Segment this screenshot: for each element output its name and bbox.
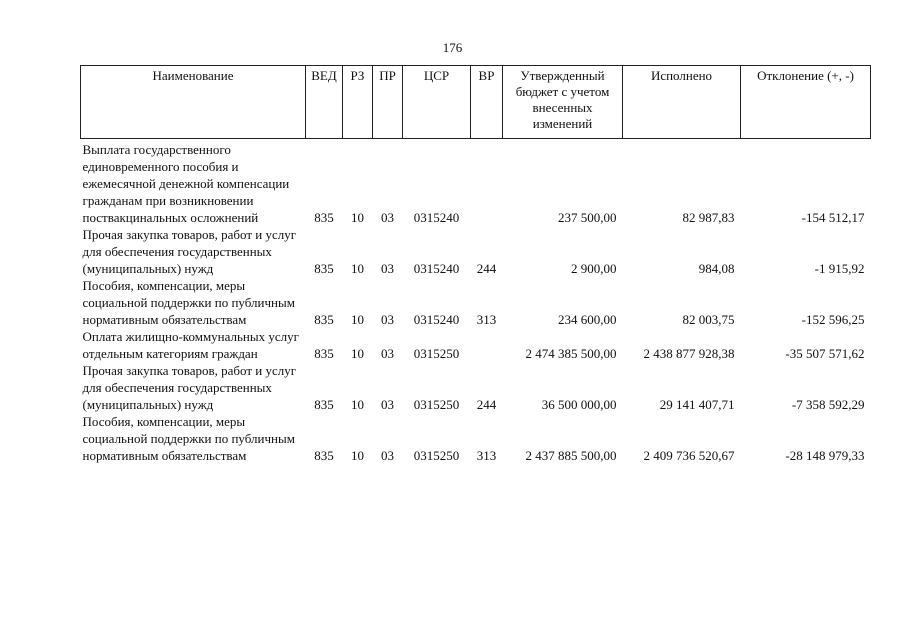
row-diff: -7 358 592,29 (791, 397, 865, 412)
row-vr: 244 (476, 261, 497, 276)
row-done: 82 003,75 (682, 312, 735, 327)
table-header-row (81, 66, 871, 139)
row-done: 2 438 877 928,38 (643, 346, 735, 361)
header-plan: Утвержденный бюджет с учетом внесенных изменений (503, 66, 623, 139)
row-done: 29 141 407,71 (659, 397, 735, 412)
row-plan: 36 500 000,00 (541, 397, 617, 412)
header-rz: РЗ (343, 66, 373, 139)
row-pr: 03 (381, 210, 394, 225)
row-csr: 0315250 (413, 346, 460, 361)
row-ved: 835 (314, 448, 334, 463)
row-rz: 10 (351, 312, 364, 327)
table-row (81, 139, 871, 227)
row-vr (471, 328, 503, 362)
row-diff: -154 512,17 (801, 210, 865, 225)
row-csr: 0315240 (413, 210, 460, 225)
row-pr: 03 (381, 312, 394, 327)
table-row (81, 362, 871, 413)
row-pr: 03 (381, 261, 394, 276)
header-vr: ВР (471, 66, 503, 139)
row-csr: 0315240 (413, 261, 460, 276)
row-pr: 03 (381, 346, 394, 361)
row-name: Пособия, компенсации, меры социальной поддержки по публичным нормативным обязательствам (82, 278, 295, 327)
row-rz: 10 (351, 397, 364, 412)
row-diff: -1 915,92 (814, 261, 865, 276)
row-plan: 2 437 885 500,00 (525, 448, 617, 463)
table-row (81, 413, 871, 464)
row-vr: 313 (476, 448, 497, 463)
row-pr: 03 (381, 397, 394, 412)
table-row (81, 226, 871, 277)
row-done: 984,08 (698, 261, 735, 276)
budget-table-container (80, 65, 870, 464)
row-ved: 835 (314, 346, 334, 361)
row-name: Прочая закупка товаров, работ и услуг для обеспечения государственных (муниципальных) нужд (82, 363, 297, 412)
table-row (81, 328, 871, 362)
budget-table (80, 65, 871, 464)
header-diff: Отклонение (+, -) (741, 66, 871, 139)
row-rz: 10 (351, 261, 364, 276)
row-rz: 10 (351, 210, 364, 225)
row-csr: 0315240 (413, 312, 460, 327)
row-csr: 0315250 (413, 397, 460, 412)
row-plan: 234 600,00 (558, 312, 617, 327)
row-plan: 2 474 385 500,00 (525, 346, 617, 361)
row-plan: 2 900,00 (571, 261, 617, 276)
row-name: Выплата государственного единовременного пособия и ежемесячной денежной компенсации гражданам при возникновении поствакцинальных осложнений (82, 142, 290, 225)
row-diff: -152 596,25 (801, 312, 865, 327)
row-vr: 313 (476, 312, 497, 327)
row-csr: 0315250 (413, 448, 460, 463)
header-name: Наименование (81, 66, 306, 139)
row-ved: 835 (314, 261, 334, 276)
row-ved: 835 (314, 312, 334, 327)
header-ved: ВЕД (306, 66, 343, 139)
row-rz: 10 (351, 346, 364, 361)
row-vr: 244 (476, 397, 497, 412)
row-pr: 03 (381, 448, 394, 463)
row-ved: 835 (314, 210, 334, 225)
header-done: Исполнено (623, 66, 741, 139)
row-plan: 237 500,00 (558, 210, 617, 225)
row-diff: -28 148 979,33 (785, 448, 865, 463)
header-pr: ПР (373, 66, 403, 139)
row-rz: 10 (351, 448, 364, 463)
table-row (81, 277, 871, 328)
row-name: Пособия, компенсации, меры социальной поддержки по публичным нормативным обязательствам (82, 414, 295, 463)
row-name: Оплата жилищно-коммунальных услуг отдельным категориям граждан (82, 329, 299, 361)
row-name: Прочая закупка товаров, работ и услуг для обеспечения государственных (муниципальных) нужд (82, 227, 297, 276)
row-diff: -35 507 571,62 (785, 346, 865, 361)
row-vr (471, 139, 503, 227)
row-ved: 835 (314, 397, 334, 412)
row-done: 82 987,83 (682, 210, 735, 225)
page-number: 176 (442, 40, 463, 55)
header-csr: ЦСР (403, 66, 471, 139)
row-done: 2 409 736 520,67 (643, 448, 735, 463)
